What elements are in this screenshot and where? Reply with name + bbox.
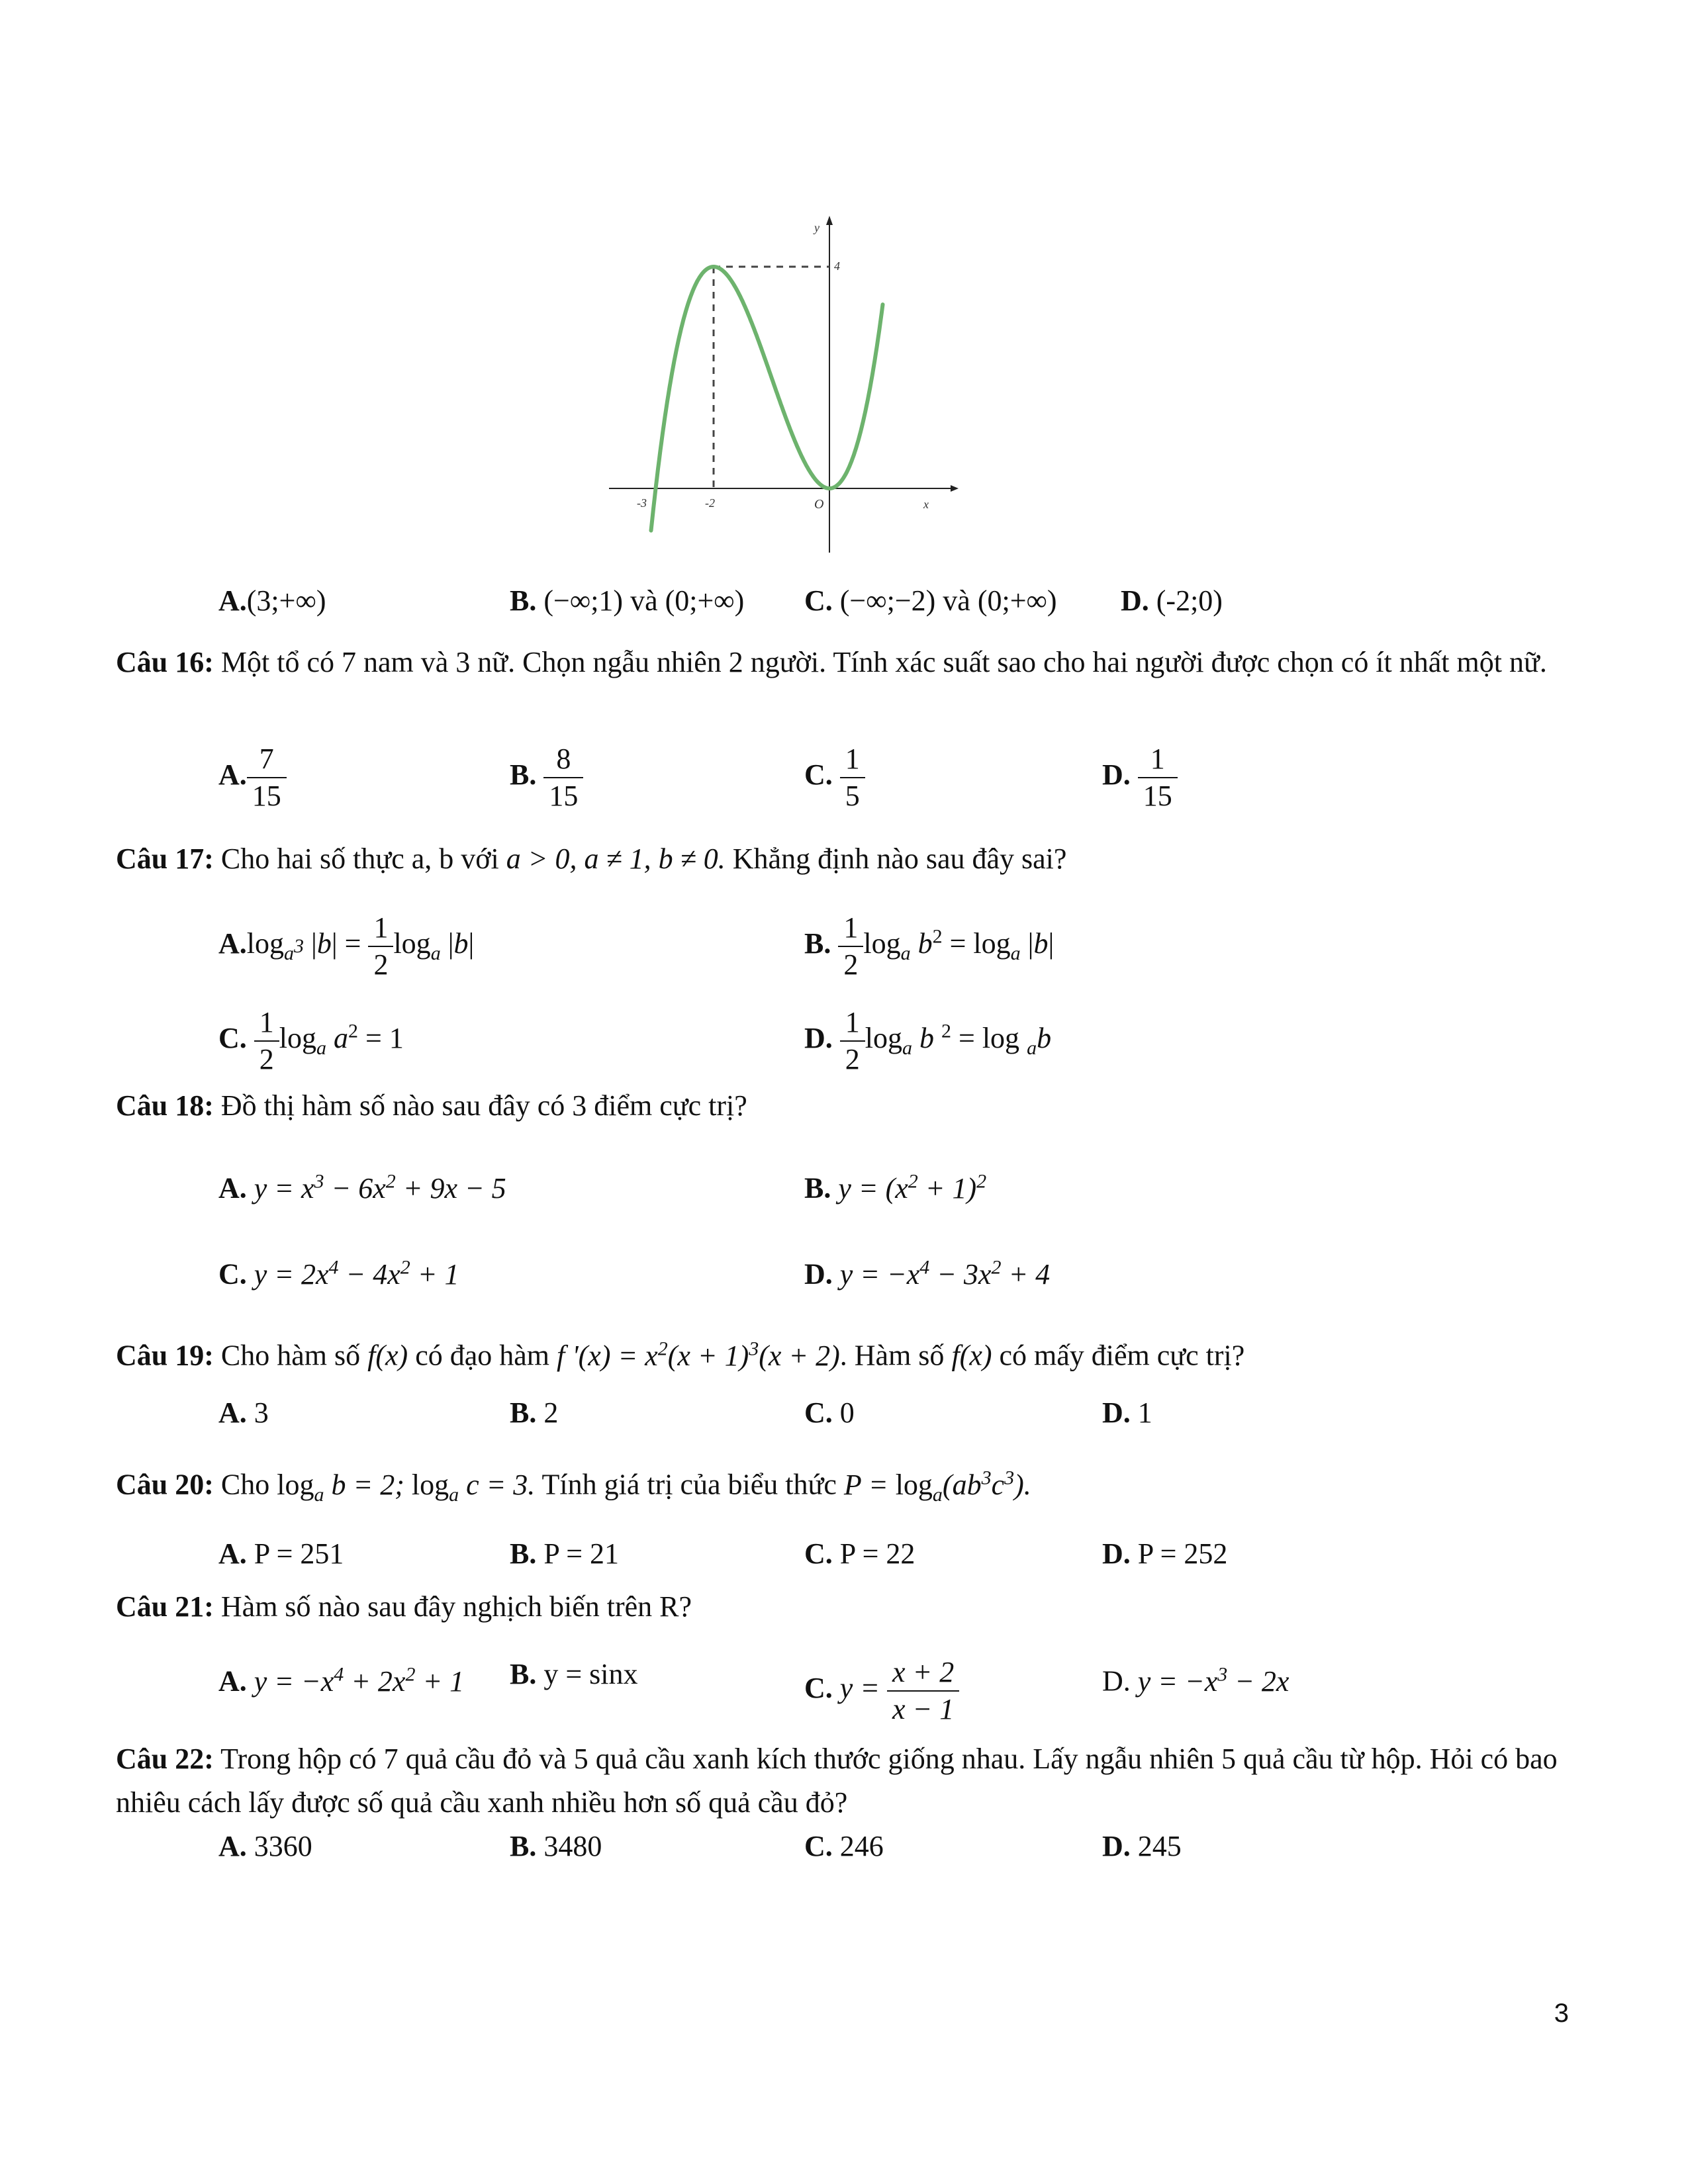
y-axis-label: y bbox=[814, 221, 820, 234]
option-label: C. bbox=[804, 758, 833, 792]
option-label: D. bbox=[804, 1022, 833, 1055]
q16-option-c[interactable] bbox=[804, 741, 865, 814]
function-name: f(x) bbox=[367, 1339, 408, 1372]
option-label: A. bbox=[218, 584, 247, 617]
function-name-2: f(x) bbox=[951, 1339, 992, 1372]
question-21 bbox=[116, 1585, 1572, 1629]
fraction-numerator: 1 bbox=[1138, 741, 1178, 778]
option-formula: $y = 2x^4 - 4x^2 + 1$ bbox=[254, 1256, 459, 1291]
fraction-numerator: 8 bbox=[543, 741, 583, 778]
option-text: P = 22 bbox=[839, 1537, 915, 1570]
option-label: B. bbox=[510, 1658, 537, 1690]
q18-option-d[interactable] bbox=[804, 1248, 1050, 1295]
page-number: 3 bbox=[1554, 1999, 1569, 2028]
option-label: D. bbox=[1102, 1664, 1131, 1698]
option-label: A. bbox=[218, 1664, 247, 1698]
option-label: A. bbox=[218, 1171, 247, 1205]
option-label: C. bbox=[804, 1396, 833, 1429]
x-axis-arrow bbox=[951, 485, 959, 492]
q17-option-d[interactable] bbox=[804, 1005, 1051, 1077]
q15-option-c[interactable] bbox=[804, 581, 1057, 621]
option-label: D. bbox=[1102, 758, 1131, 792]
option-formula: $y = (x^2 + 1)^2$ bbox=[838, 1170, 987, 1205]
option-label: D. bbox=[1102, 1396, 1131, 1429]
question-text-2: có đạo hàm bbox=[415, 1339, 550, 1372]
q15-option-b[interactable] bbox=[510, 581, 744, 621]
question-20 bbox=[116, 1456, 1572, 1516]
option-formula: $\frac{1}{2}$ $\log_a b^2 = \log_a |b|$ bbox=[838, 927, 1054, 960]
option-text: 0 bbox=[839, 1396, 855, 1429]
q21-option-a[interactable] bbox=[218, 1655, 464, 1702]
option-text: (−∞;1) và (0;+∞) bbox=[543, 584, 745, 617]
option-formula: $\frac{1}{2}$ $\log_a b$ $^2$ = log $_a$b bbox=[840, 1022, 1051, 1054]
option-label: A. bbox=[218, 1396, 247, 1429]
q21-option-b[interactable] bbox=[510, 1655, 638, 1694]
question-text: Trong hộp có 7 quả cầu đỏ và 5 quả cầu xanh kích thước giống nhau. Lấy ngẫu nhiên 5 quả cầu từ hộp. Hỏi có bao nhiêu cách lấy được số quả cầu xanh nhiều hơn số quả cầu đỏ? bbox=[116, 1743, 1558, 1819]
question-17 bbox=[116, 837, 1572, 881]
question-label: Câu 21: bbox=[116, 1590, 214, 1623]
x-tick-left-label: -3 bbox=[637, 496, 647, 510]
question-label: Câu 17: bbox=[116, 842, 214, 875]
question-text: Cho hai số thực a, b với bbox=[220, 842, 499, 875]
y-axis-arrow bbox=[826, 216, 833, 225]
option-label: C. bbox=[804, 584, 833, 617]
q22-option-b[interactable] bbox=[510, 1827, 602, 1866]
question-label: Câu 19: bbox=[116, 1339, 214, 1372]
q18-option-a[interactable] bbox=[218, 1161, 506, 1208]
cubic-curve bbox=[651, 267, 883, 531]
q15-option-a[interactable] bbox=[218, 581, 326, 621]
q21-option-d[interactable] bbox=[1102, 1655, 1289, 1702]
fraction-denominator: 5 bbox=[845, 780, 860, 812]
option-label: D. bbox=[1121, 584, 1149, 617]
option-text: 3 bbox=[254, 1396, 269, 1429]
q16-option-d[interactable] bbox=[1102, 741, 1178, 814]
option-text: (3;+∞) bbox=[246, 584, 326, 617]
option-label: B. bbox=[510, 758, 537, 792]
q17-option-c[interactable] bbox=[218, 1005, 404, 1077]
q19-option-d[interactable] bbox=[1102, 1393, 1152, 1433]
option-label: A. bbox=[218, 927, 247, 960]
option-text: 2 bbox=[543, 1396, 559, 1429]
question-condition: a > 0, a ≠ 1, b ≠ 0. bbox=[506, 842, 726, 875]
question-text-4: có mấy điểm cực trị? bbox=[999, 1339, 1245, 1372]
option-formula: $y = -x^4 - 3x^2 + 4$ bbox=[839, 1256, 1051, 1291]
question-19 bbox=[116, 1327, 1572, 1378]
q22-option-a[interactable] bbox=[218, 1827, 312, 1866]
option-text: (−∞;−2) và (0;+∞) bbox=[839, 584, 1057, 617]
option-label: B. bbox=[510, 1537, 537, 1570]
q17-option-a[interactable] bbox=[218, 910, 474, 983]
q19-option-b[interactable] bbox=[510, 1393, 558, 1433]
question-text: Đồ thị hàm số nào sau đây có 3 điểm cực trị? bbox=[220, 1089, 747, 1122]
option-formula: $\log_{a^3} |b|$ = $\frac{1}{2}$ $\log_a |b|$ bbox=[246, 911, 475, 981]
q18-option-c[interactable] bbox=[218, 1248, 459, 1295]
option-label: C. bbox=[804, 1672, 833, 1705]
option-label: A. bbox=[218, 1537, 247, 1570]
q16-option-a[interactable] bbox=[218, 741, 287, 814]
option-formula: $y = -x^4 + 2x^2 + 1$ bbox=[254, 1663, 465, 1698]
question-text-1: Cho hàm số bbox=[220, 1339, 361, 1372]
question-text-2: Tính giá trị của biểu thức bbox=[541, 1468, 837, 1501]
option-label: A. bbox=[218, 758, 247, 792]
x-tick-mid-label: -2 bbox=[705, 496, 715, 510]
option-label: D. bbox=[1102, 1537, 1131, 1570]
expression-formula: $P = \log_a(ab^3c^3)$. bbox=[843, 1467, 1031, 1506]
option-text: y = sinx bbox=[543, 1658, 638, 1690]
option-label: D. bbox=[1102, 1830, 1131, 1862]
option-text: 1 bbox=[1137, 1396, 1152, 1429]
option-label: C. bbox=[218, 1257, 247, 1291]
question-label: Câu 18: bbox=[116, 1089, 214, 1122]
q19-option-c[interactable] bbox=[804, 1393, 855, 1433]
q15-option-d[interactable] bbox=[1121, 581, 1223, 621]
option-label: D. bbox=[804, 1257, 833, 1291]
x-axis-label: x bbox=[923, 498, 929, 511]
option-label: B. bbox=[804, 1171, 831, 1205]
fraction-denominator: 15 bbox=[1143, 780, 1172, 812]
option-formula: $y = x^3 - 6x^2 + 9x - 5$ bbox=[254, 1170, 506, 1205]
question-18 bbox=[116, 1084, 1572, 1128]
option-text: 3480 bbox=[543, 1830, 602, 1862]
question-text-3: . Hàm số bbox=[839, 1339, 945, 1372]
q20-option-a[interactable] bbox=[218, 1534, 344, 1574]
option-label: B. bbox=[510, 1396, 537, 1429]
q20-option-c[interactable] bbox=[804, 1534, 915, 1574]
option-label: B. bbox=[804, 927, 831, 960]
option-label: A. bbox=[218, 1830, 247, 1862]
question-text: Một tổ có 7 nam và 3 nữ. Chọn ngẫu nhiên 2 người. Tính xác suất sao cho hai người được chọn có ít nhất một nữ. bbox=[220, 646, 1547, 678]
derivative-formula: f '$(x) = x^2(x + 1)^3(x + 2)$ bbox=[557, 1338, 840, 1372]
question-text-1: Cho bbox=[220, 1468, 270, 1501]
q20-option-d[interactable] bbox=[1102, 1534, 1227, 1574]
q22-option-c[interactable] bbox=[804, 1827, 884, 1866]
option-label: B. bbox=[510, 584, 537, 617]
q18-option-b[interactable] bbox=[804, 1161, 986, 1208]
option-label: B. bbox=[510, 1830, 537, 1862]
y-tick-label: 4 bbox=[834, 259, 840, 273]
option-formula: $y = -x^3 - 2x$ bbox=[1137, 1663, 1289, 1698]
option-text: P = 252 bbox=[1137, 1537, 1228, 1570]
option-text: (-2;0) bbox=[1156, 584, 1223, 617]
function-graph bbox=[596, 192, 966, 569]
origin-label: O bbox=[814, 497, 824, 512]
given-formula: $\log_a b = 2$; $\log_a c = 3$. bbox=[277, 1468, 536, 1506]
q17-option-b[interactable] bbox=[804, 910, 1054, 983]
q21-option-c[interactable] bbox=[804, 1655, 959, 1727]
q19-option-a[interactable] bbox=[218, 1393, 269, 1433]
option-text: 246 bbox=[839, 1830, 884, 1862]
option-text: 3360 bbox=[254, 1830, 312, 1862]
option-label: C. bbox=[804, 1537, 833, 1570]
question-16 bbox=[116, 641, 1572, 684]
fraction-denominator: 15 bbox=[252, 780, 281, 812]
question-text: Hàm số nào sau đây nghịch biến trên R? bbox=[220, 1590, 692, 1623]
question-text-after: Khẳng định nào sau đây sai? bbox=[732, 842, 1067, 875]
fraction-numerator: 1 bbox=[840, 741, 865, 778]
option-text: 245 bbox=[1137, 1830, 1182, 1862]
question-label: Câu 20: bbox=[116, 1468, 214, 1501]
fraction-denominator: 15 bbox=[549, 780, 579, 812]
q16-option-b[interactable] bbox=[510, 741, 583, 814]
option-label: C. bbox=[804, 1830, 833, 1862]
q22-option-d[interactable] bbox=[1102, 1827, 1182, 1866]
option-formula: $\frac{1}{2}$ $\log_a a^2 = 1$ bbox=[254, 1022, 404, 1054]
fraction-numerator: 7 bbox=[247, 741, 287, 778]
q20-option-b[interactable] bbox=[510, 1534, 619, 1574]
option-text: P = 251 bbox=[254, 1537, 344, 1570]
option-text: P = 21 bbox=[543, 1537, 620, 1570]
option-formula: y = $\frac{x + 2}{x - 1}$ bbox=[840, 1672, 959, 1704]
question-label: Câu 16: bbox=[116, 646, 214, 678]
option-label: C. bbox=[218, 1022, 247, 1055]
question-label: Câu 22: bbox=[116, 1743, 214, 1775]
question-22 bbox=[116, 1737, 1572, 1825]
